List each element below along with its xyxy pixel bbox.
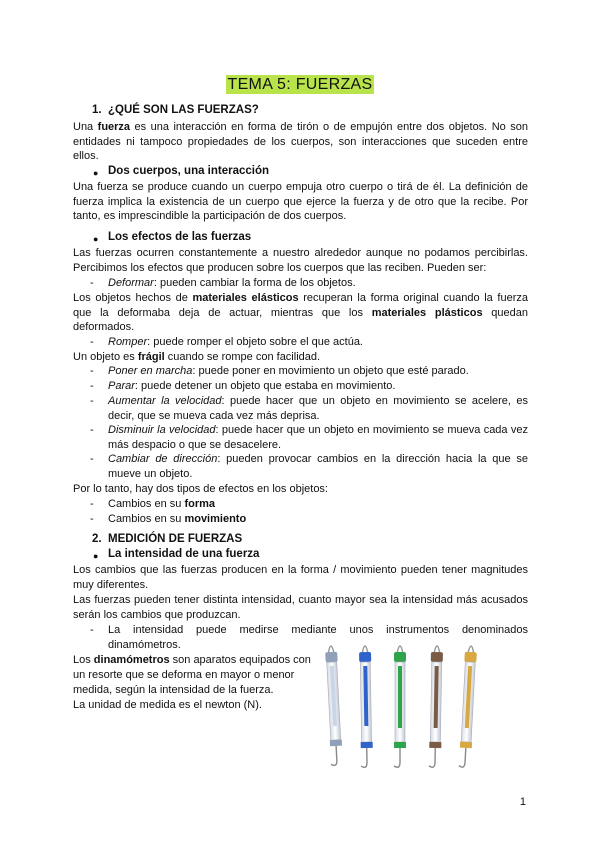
section-1-heading: 1. ¿QUÉ SON LAS FUERZAS? bbox=[92, 104, 259, 116]
page-title: TEMA 5: FUERZAS bbox=[227, 76, 373, 93]
bullet-icon: ● bbox=[93, 234, 99, 244]
list-item-poner-en-marcha: - Poner en marcha: puede poner en movimiento un objeto que esté parado. bbox=[90, 365, 469, 377]
tipos-paragraph: Por lo tanto, hay dos tipos de efectos en los objetos: bbox=[73, 483, 328, 495]
list-item-deformar: - Deformar: pueden cambiar la forma de los objetos. bbox=[90, 277, 356, 289]
list-item-parar: - Parar: puede detener un objeto que estaba en movimiento. bbox=[90, 380, 396, 392]
bullet-icon: ● bbox=[93, 168, 99, 178]
page-number: 1 bbox=[519, 796, 526, 808]
materiales-paragraph: Los objetos hechos de materiales elásticos recuperan la forma original cuando la fuerza que la deformaba deja de actuar, mientras que los materiales plásticos quedan deformados. bbox=[73, 292, 528, 334]
intro-paragraph: Una fuerza es una interacción en forma de tirón o de empujón entre dos objetos. No son entidades ni tampoco propiedades de los cuerpos, son interacciones que suceden entre ellos. bbox=[73, 121, 528, 163]
list-item-movimiento: - Cambios en su movimiento bbox=[90, 513, 247, 525]
list-item-cambiar-direccion: - Cambiar de dirección: pueden provocar cambios en la dirección hacia la que se mueve un objeto. bbox=[90, 453, 528, 480]
dynamometer-5 bbox=[459, 646, 477, 768]
dynamometer-2 bbox=[359, 646, 373, 768]
list-item-aumentar-velocidad: - Aumentar la velocidad: puede hacer que un objeto en movimiento se acelere, es decir, que se mueva cada vez más deprisa. bbox=[90, 395, 528, 422]
bullet-icon: ● bbox=[93, 551, 99, 561]
subheading-efectos: Los efectos de las fuerzas bbox=[108, 231, 252, 243]
fragil-paragraph: Un objeto es frágil cuando se rompe con facilidad. bbox=[73, 351, 321, 363]
unidad-paragraph: La unidad de medida es el newton (N). bbox=[73, 699, 262, 711]
dynamometer-1 bbox=[325, 646, 343, 766]
dinamometros-paragraph: Los dinamómetros son aparatos equipados con un resorte que se deforma en mayor o menor medida, según la intensidad de la fuerza. bbox=[73, 654, 311, 697]
dynamometer-3 bbox=[394, 646, 406, 767]
dynamometers-image bbox=[316, 636, 486, 776]
subheading-dos-cuerpos: Dos cuerpos, una interacción bbox=[108, 165, 270, 177]
list-item-forma: - Cambios en su forma bbox=[90, 498, 215, 510]
section-2-heading: 2. MEDICIÓN DE FUERZAS bbox=[92, 533, 243, 545]
efectos-paragraph: Las fuerzas ocurren constantemente a nuestro alrededor aunque no podamos percibirlas. Percibimos los efectos que producen sobre los cuerpos que las reciben. Pueden ser: bbox=[73, 247, 528, 274]
dos-cuerpos-paragraph: Una fuerza se produce cuando un cuerpo empuja otro cuerpo o tirá de él. La definición de fuerza implica la existencia de un cuerpo que ejerce la fuerza y de otro que la recibe. Por tanto, es imprescindible la participación de dos cuerpos. bbox=[73, 181, 528, 223]
list-item-disminuir-velocidad: - Disminuir la velocidad: puede hacer que un objeto en movimiento se mueva cada vez más despacio o que se desacelere. bbox=[90, 424, 528, 451]
dynamometer-4 bbox=[429, 646, 443, 768]
list-item-dinamometros: - La intensidad puede medirse mediante unos instrumentos denominados dinamómetros. bbox=[90, 624, 528, 651]
intensidad-paragraph-1: Los cambios que las fuerzas producen en la forma / movimiento pueden tener magnitudes muy diferentes. bbox=[73, 564, 528, 591]
list-item-romper: - Romper: puede romper el objeto sobre el que actúa. bbox=[90, 336, 363, 348]
subheading-intensidad: La intensidad de una fuerza bbox=[108, 548, 260, 560]
intensidad-paragraph-2: Las fuerzas pueden tener distinta intensidad, cuanto mayor sea la intensidad más acusados serán los cambios que produzcan. bbox=[73, 594, 528, 621]
